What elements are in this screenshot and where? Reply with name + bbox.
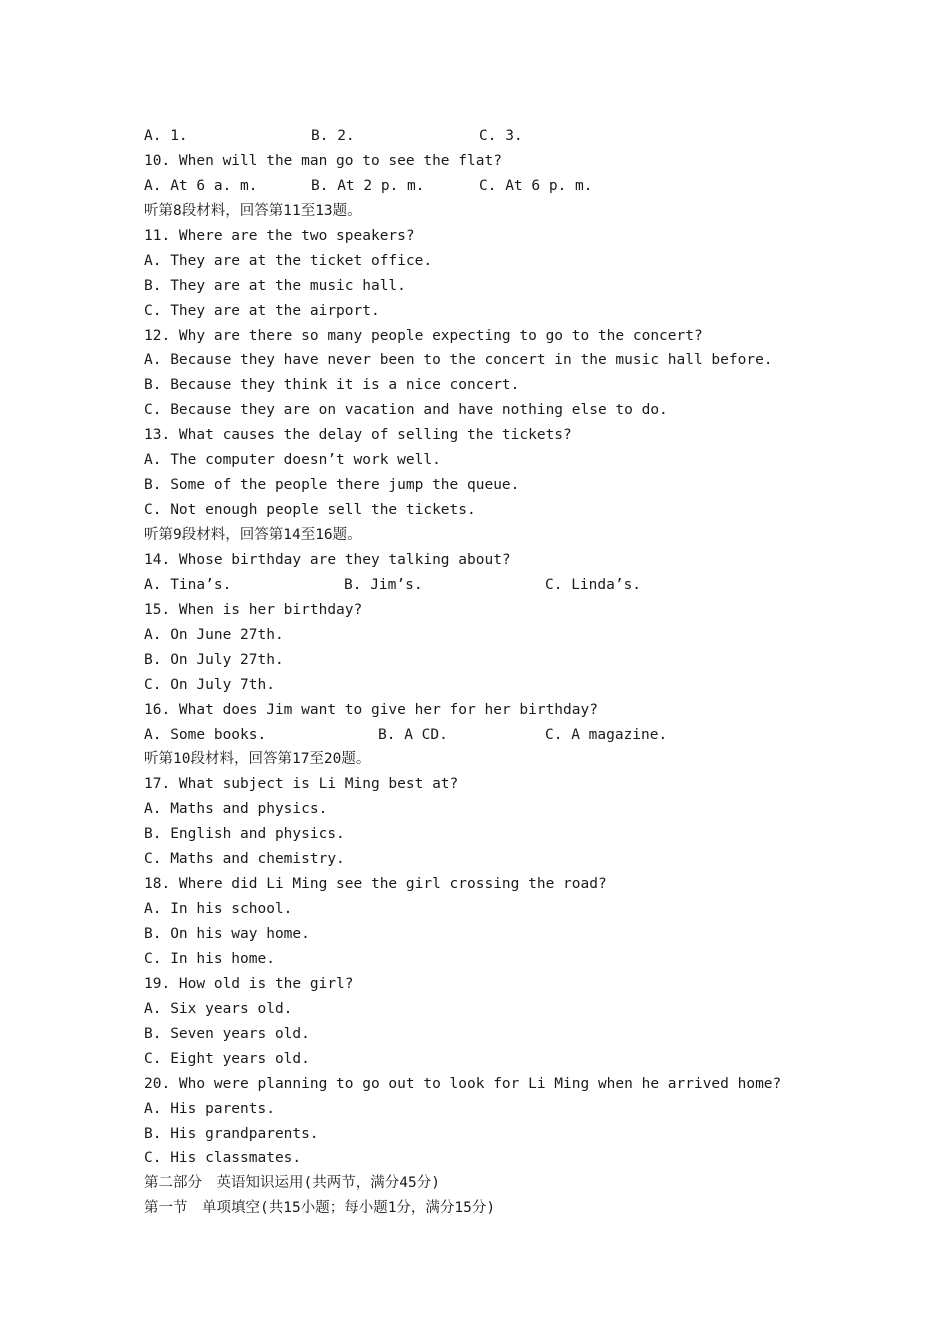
question-16: 16. What does Jim want to give her for her birthday? — [144, 701, 598, 718]
options-row — [144, 723, 824, 748]
question-13: 13. What causes the delay of selling the tickets? — [144, 427, 572, 444]
option-b: B. Jim’s. — [344, 576, 423, 593]
part-heading: 第二部分 英语知识运用(共两节，满分45分) — [144, 1175, 440, 1192]
option-b: B. At 2 p. m. — [311, 177, 425, 194]
option-b: B. A CD. — [378, 726, 448, 743]
option-c: C. Linda’s. — [545, 576, 642, 593]
option-a: A. Because they have never been to the concert in the music hall before. — [144, 352, 773, 369]
options-row — [144, 573, 824, 598]
options-row — [144, 174, 824, 199]
question-20: 20. Who were planning to go out to look for Li Ming when he arrived home? — [144, 1075, 782, 1092]
document-page — [144, 124, 824, 1221]
question-15: 15. When is her birthday? — [144, 601, 363, 618]
option-a: A. On June 27th. — [144, 626, 284, 643]
option-c: C. Not enough people sell the tickets. — [144, 502, 476, 519]
question-17: 17. What subject is Li Ming best at? — [144, 776, 459, 793]
question-11: 11. Where are the two speakers? — [144, 227, 415, 244]
question-18: 18. Where did Li Ming see the girl crossing the road? — [144, 876, 607, 893]
option-b: B. On his way home. — [144, 926, 310, 942]
option-a: A. They are at the ticket office. — [144, 252, 433, 269]
option-b: B. 2. — [311, 128, 355, 144]
option-a: A. In his school. — [144, 901, 293, 918]
question-19: 19. How old is the girl? — [144, 975, 354, 992]
option-c: C. A magazine. — [545, 726, 668, 743]
option-b: B. They are at the music hall. — [144, 277, 406, 294]
section-instruction: 听第8段材料，回答第11至13题。 — [144, 202, 362, 219]
option-b: B. Some of the people there jump the queue. — [144, 477, 520, 494]
option-c: C. Because they are on vacation and have nothing else to do. — [144, 402, 668, 419]
option-c: C. His classmates. — [144, 1150, 302, 1167]
section-heading: 第一节 单项填空(共15小题；每小题1分，满分15分) — [144, 1200, 496, 1217]
option-a: A. 1. — [144, 128, 188, 144]
option-a: A. The computer doesn’t work well. — [144, 452, 441, 469]
section-instruction: 听第10段材料，回答第17至20题。 — [144, 751, 371, 768]
options-row — [144, 124, 824, 149]
question-10: 10. When will the man go to see the flat? — [144, 152, 502, 169]
option-a: A. His parents. — [144, 1100, 275, 1117]
question-14: 14. Whose birthday are they talking about? — [144, 551, 511, 568]
option-a: A. Some books. — [144, 726, 267, 743]
option-b: B. English and physics. — [144, 826, 345, 843]
option-c: C. Eight years old. — [144, 1050, 310, 1067]
option-a: A. Tina’s. — [144, 576, 232, 593]
option-b: B. His grandparents. — [144, 1125, 319, 1142]
option-c: C. At 6 p. m. — [479, 177, 593, 194]
option-a: A. Six years old. — [144, 1000, 293, 1017]
option-c: C. On July 7th. — [144, 676, 275, 693]
option-a: A. At 6 a. m. — [144, 177, 258, 194]
option-b: B. On July 27th. — [144, 651, 284, 668]
option-c: C. In his home. — [144, 950, 275, 967]
option-a: A. Maths and physics. — [144, 801, 328, 818]
option-c: C. 3. — [479, 128, 523, 144]
option-c: C. Maths and chemistry. — [144, 851, 345, 868]
option-b: B. Seven years old. — [144, 1025, 310, 1042]
option-b: B. Because they think it is a nice concert. — [144, 377, 520, 394]
option-c: C. They are at the airport. — [144, 302, 380, 319]
question-12: 12. Why are there so many people expecting to go to the concert? — [144, 327, 703, 344]
section-instruction: 听第9段材料，回答第14至16题。 — [144, 527, 362, 543]
